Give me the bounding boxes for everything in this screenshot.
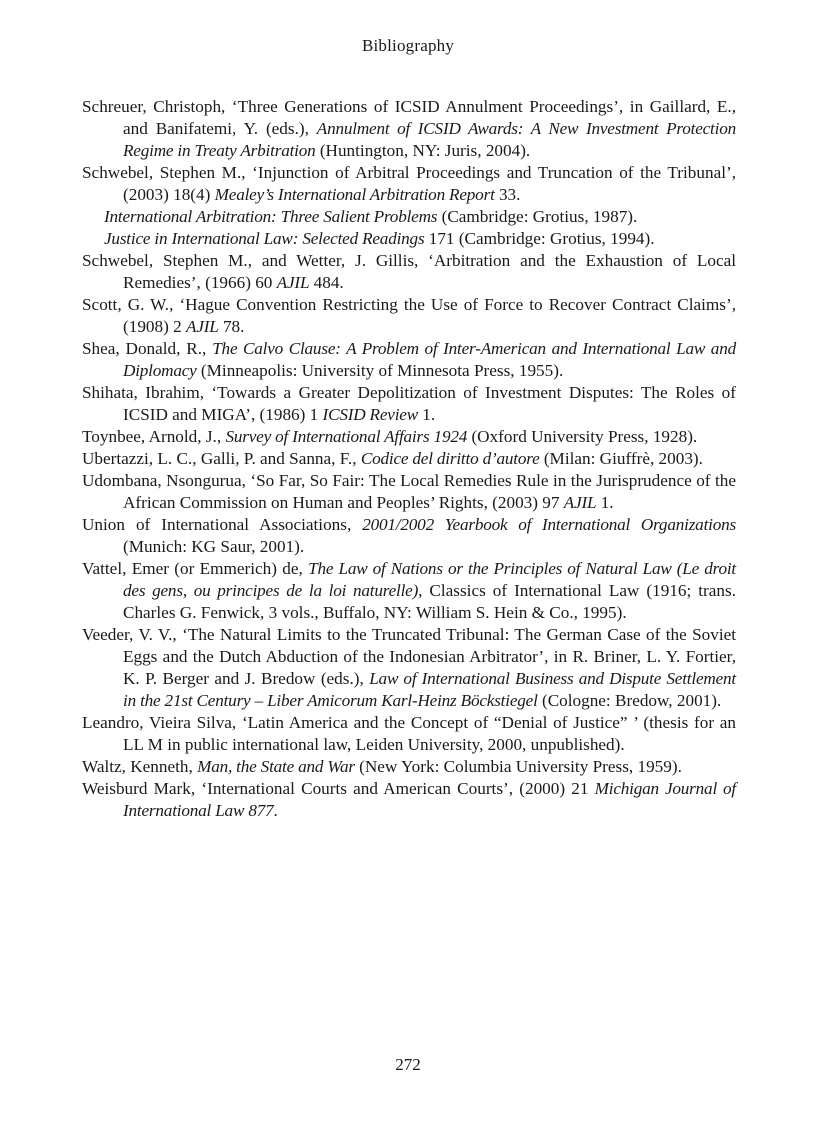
citation-text: 1. — [418, 405, 436, 424]
citation-text: (Cambridge: Grotius, 1987). — [437, 207, 638, 226]
italic-title: Survey of International Affairs 1924 — [225, 427, 468, 446]
bibliography-entry — [82, 470, 736, 514]
italic-title: Justice in International Law: Selected Readings — [104, 229, 425, 248]
bibliography-entry — [82, 250, 736, 294]
italic-title: Man, the State and War — [197, 757, 355, 776]
italic-title: AJIL — [276, 273, 310, 292]
bibliography-entry — [82, 96, 736, 162]
page-number: 272 — [395, 1055, 421, 1074]
bibliography-entry — [82, 338, 736, 382]
bibliography-entry — [82, 294, 736, 338]
italic-title: Codice del diritto d’autore — [360, 449, 540, 468]
citation-text: Ubertazzi, L. C., Galli, P. and Sanna, F., — [82, 449, 361, 468]
italic-title: Annulment of ICSID Awards: A New Investment Protection Regime in Treaty Arbitration — [123, 119, 736, 160]
bibliography-entry — [82, 514, 736, 558]
citation-text: . — [273, 801, 278, 820]
citation-text: Schwebel, Stephen M., and Wetter, J. Gillis, ‘Arbitration and the Exhaustion of Local Remedies’, (1966) 60 — [82, 251, 736, 292]
citation-text: Union of International Associations, — [82, 515, 363, 534]
citation-text: Weisburd Mark, ‘International Courts and American Courts’, (2000) 21 — [82, 779, 595, 798]
citation-text: Vattel, Emer (or Emmerich) de, — [82, 559, 309, 578]
bibliography-entry — [82, 624, 736, 712]
citation-text: Waltz, Kenneth, — [82, 757, 198, 776]
bibliography-entry — [82, 712, 736, 756]
bibliography-entry — [82, 162, 736, 206]
citation-text: (Milan: Giuffrè, 2003). — [539, 449, 703, 468]
citation-text: (Minneapolis: University of Minnesota Press, 1955). — [196, 361, 564, 380]
citation-text: Shea, Donald, R., — [82, 339, 213, 358]
citation-text: 33. — [494, 185, 521, 204]
italic-title: The Calvo Clause: A Problem of Inter-American and International Law and Diplomacy — [123, 339, 736, 380]
citation-text: Scott, G. W., ‘Hague Convention Restricting the Use of Force to Recover Contract Claims’, (1908) 2 — [82, 295, 736, 336]
bibliography-list — [82, 96, 736, 822]
citation-text: (Munich: KG Saur, 2001). — [123, 537, 305, 556]
italic-title: The Law of Nations or the Principles of Natural Law (Le droit des gens, ou principes de la loi naturelle) — [123, 559, 736, 600]
citation-text: , Classics of International Law (1916; trans. Charles G. Fenwick, 3 vols., Buffalo, NY: William S. Hein & Co., 1995). — [123, 581, 736, 622]
citation-text: Schreuer, Christoph, ‘Three Generations of ICSID Annulment Proceedings’, in Gaillard, E., and Banifatemi, Y. (eds.), — [82, 97, 736, 138]
bibliography-continuation-entry — [104, 228, 736, 250]
italic-title: AJIL — [186, 317, 219, 336]
citation-text: 171 (Cambridge: Grotius, 1994). — [424, 229, 655, 248]
bibliography-continuation-entry — [104, 206, 736, 228]
italic-title: Law of International Business and Dispute Settlement in the 21st Century – Liber Amicorum Karl-Heinz Böckstiegel — [123, 669, 736, 710]
running-header: Bibliography — [361, 36, 455, 55]
citation-text: Schwebel, Stephen M., ‘Injunction of Arbitral Proceedings and Truncation of the Tribunal’, (2003) 18(4) — [82, 163, 736, 204]
italic-title: Michigan Journal of International Law 877 — [123, 779, 736, 820]
citation-text: (New York: Columbia University Press, 1959). — [354, 757, 682, 776]
citation-text: (Huntington, NY: Juris, 2004). — [315, 141, 531, 160]
italic-title: International Arbitration: Three Salient Problems — [104, 207, 438, 226]
bibliography-entry — [82, 382, 736, 426]
bibliography-entry — [82, 426, 736, 448]
bibliography-entry — [82, 558, 736, 624]
citation-text: 78. — [218, 317, 245, 336]
citation-text: Toynbee, Arnold, J., — [82, 427, 226, 446]
citation-text: (Oxford University Press, 1928). — [467, 427, 698, 446]
italic-title: 2001/2002 Yearbook of International Organizations — [362, 515, 736, 534]
citation-text: 484. — [309, 273, 344, 292]
bibliography-entry — [82, 778, 736, 822]
citation-text: Udombana, Nsongurua, ‘So Far, So Fair: The Local Remedies Rule in the Jurisprudence of the African Commission on Human and Peoples’ Rights, (2003) 97 — [82, 471, 736, 512]
bibliography-entry — [82, 756, 736, 778]
citation-text: Veeder, V. V., ‘The Natural Limits to the Truncated Tribunal: The German Case of the Soviet Eggs and the Dutch Abduction of the Indonesian Arbitrator’, in R. Briner, L. Y. Fortier, K. P. Berger and J. Bredow (eds.), — [82, 625, 736, 688]
italic-title: ICSID Review — [322, 405, 418, 424]
citation-text: (Cologne: Bredow, 2001). — [537, 691, 722, 710]
italic-title: Mealey’s International Arbitration Report — [214, 185, 495, 204]
italic-title: AJIL — [563, 493, 597, 512]
citation-text: Leandro, Vieira Silva, ‘Latin America and the Concept of “Denial of Justice” ’ (thesis for an LL M in public international law, Leiden University, 2000, unpublished). — [82, 713, 736, 754]
citation-text: 1. — [596, 493, 614, 512]
bibliography-entry — [82, 448, 736, 470]
citation-text: Shihata, Ibrahim, ‘Towards a Greater Depolitization of Investment Disputes: The Roles of ICSID and MIGA’, (1986) 1 — [82, 383, 736, 424]
